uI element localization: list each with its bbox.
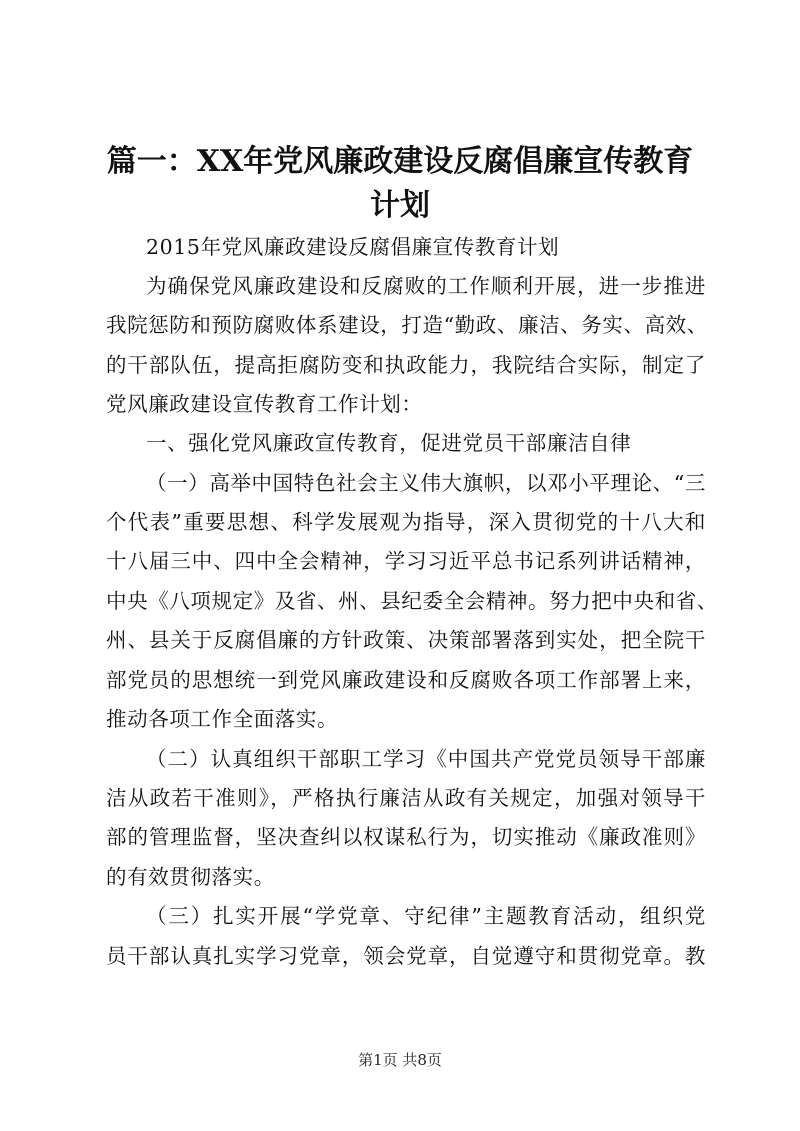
body-line: 州、县关于反腐倡廉的方针政策、决策部署落到实处，把全院干: [106, 628, 706, 652]
body-line: 中央《八项规定》及省、州、县纪委全会精神。努力把中央和省、: [106, 589, 718, 613]
body-line: 部党员的思想统一到党风廉政建设和反腐败各项工作部署上来，: [106, 668, 706, 692]
body-line: 员干部认真扎实学习党章，领会党章，自觉遵守和贯彻党章。教: [106, 944, 706, 968]
body-line: 为确保党风廉政建设和反腐败的工作顺利开展，进一步推进: [146, 274, 706, 298]
body-line: 个代表”重要思想、科学发展观为指导，深入贯彻党的十八大和: [106, 510, 706, 534]
body-line: 洁从政若干准则》，严格执行廉洁从政有关规定，加强对领导干: [106, 786, 706, 810]
body-line: （三）扎实开展“学党章、守纪律”主题教育活动，组织党: [146, 904, 706, 928]
body-line: 的干部队伍，提高拒腐防变和执政能力，我院结合实际，制定了: [106, 353, 706, 377]
body-line: （二）认真组织干部职工学习《中国共产党党员领导干部廉: [146, 747, 706, 771]
body-line: （一）高举中国特色社会主义伟大旗帜，以邓小平理论、“三: [146, 471, 706, 495]
body-line: 推动各项工作全面落实。: [106, 707, 339, 731]
document-title-continued: 计划: [370, 188, 430, 223]
body-line: 党风廉政建设宣传教育工作计划：: [106, 392, 423, 416]
body-line: 十八届三中、四中全会精神，学习习近平总书记系列讲话精神，: [106, 549, 706, 573]
section-heading: 一、强化党风廉政宣传教育，促进党员干部廉洁自律: [146, 431, 632, 455]
body-line: 的有效贯彻落实。: [106, 865, 275, 889]
body-line: 2015年党风廉政建设反腐倡廉宣传教育计划: [146, 235, 560, 259]
body-line: 部的管理监督，坚决查纠以权谋私行为，切实推动《廉政准则》: [106, 825, 706, 849]
document-title: 篇一：XX年党风廉政建设反腐倡廉宣传教育: [106, 144, 694, 179]
body-line: 我院惩防和预防腐败体系建设，打造“勤政、廉洁、务实、高效、: [106, 313, 708, 337]
page-indicator: 第1页 共8页: [358, 1051, 442, 1069]
